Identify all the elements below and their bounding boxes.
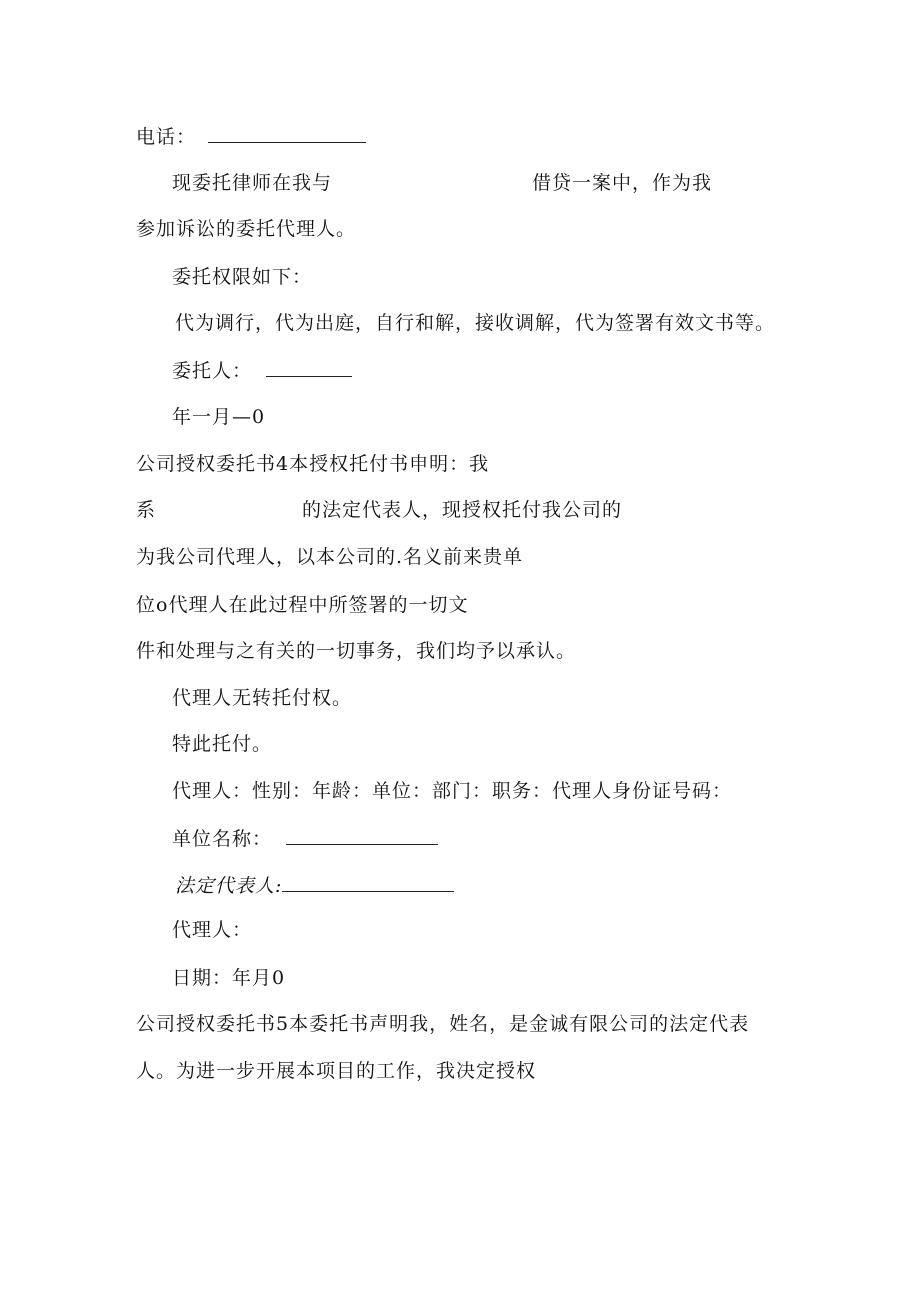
entrust-text-b: 借贷一案中，作为我: [532, 172, 713, 194]
no-transfer-line: 代理人无转托付权。: [172, 687, 353, 709]
hereby-line: 特此托付。: [172, 733, 273, 755]
principal-label: 委托人：: [172, 360, 253, 382]
legal-rep-blank[interactable]: [282, 873, 454, 892]
section4-heading: 公司授权委托书4本授权托付书申明：我: [136, 453, 490, 475]
section5-line-a: 人。为进一步开展本项目的工作，我决定授权: [136, 1060, 537, 1082]
principal-line: [172, 358, 352, 383]
section4-line-e: 件和处理与之有关的一切事务，我们均予以承认。: [136, 640, 577, 662]
agent-fields-line: 代理人：性别：年龄：单位：部门：职务：代理人身份证号码：: [172, 780, 733, 802]
phone-blank[interactable]: [208, 124, 366, 143]
section4-line-a: [136, 498, 622, 522]
unit-name-label: 单位名称：: [172, 828, 273, 850]
unit-name-blank[interactable]: [286, 826, 438, 845]
phone-line: [136, 124, 366, 149]
date-line-1: 年一月—0: [172, 406, 266, 428]
legal-rep-line: [175, 873, 454, 898]
section4-line-c: 为我公司代理人，以本公司的.名义前来贵单: [136, 546, 524, 568]
agent-line: 代理人：: [172, 919, 253, 941]
date-line-2: 日期：年月0: [172, 967, 286, 989]
phone-label: 电话：: [136, 126, 197, 148]
principal-blank[interactable]: [266, 358, 352, 377]
legal-rep-label: 法定代表人:: [175, 875, 283, 897]
section4-line-d: 位o代理人在此过程中所签署的一切文: [136, 594, 469, 616]
unit-name-line: [172, 826, 438, 851]
entrust-line: [172, 171, 712, 195]
entrust-continuation: 参加诉讼的委托代理人。: [136, 218, 357, 240]
section4-text-a: 系: [136, 499, 157, 521]
scope-items: 代为调行，代为出庭，自行和解，接收调解，代为签署有效文书等。: [175, 312, 776, 334]
section4-text-b: 的法定代表人，现授权托付我公司的: [302, 499, 623, 521]
scope-title: 委托权限如下：: [172, 266, 313, 288]
entrust-text-a: 现委托律师在我与: [172, 172, 333, 194]
section5-heading: 公司授权委托书5本委托书声明我，姓名，是金诚有限公司的法定代表: [136, 1013, 750, 1035]
